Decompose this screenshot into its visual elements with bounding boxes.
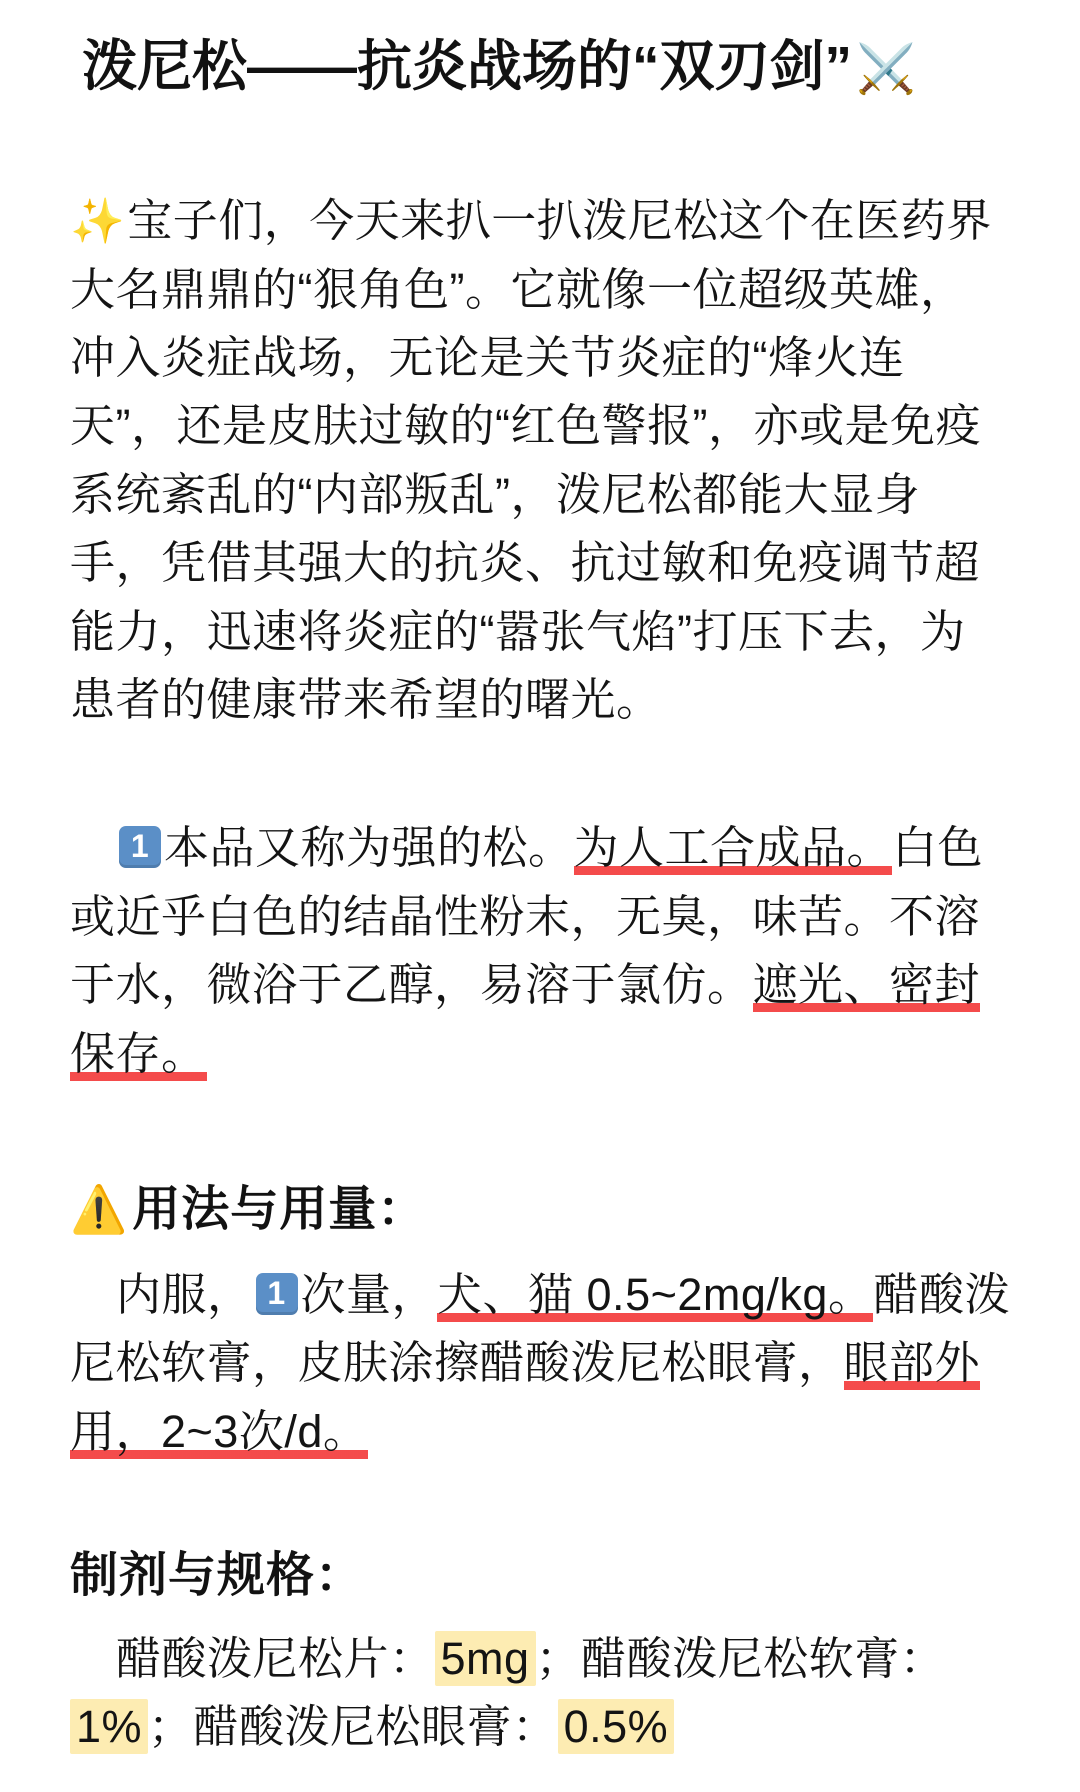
spec-highlight-1: 5mg <box>435 1631 536 1686</box>
page-title <box>82 32 1010 101</box>
item-one-segment-3: 白色或近乎白色的结晶性粉末，无臭，味苦。不溶于水，微浴于乙醇，易溶于氯仿。 <box>70 822 984 1011</box>
number-one-badge-icon: 1 <box>256 1273 298 1315</box>
spec-paragraph <box>70 1625 1010 1762</box>
usage-paragraph <box>70 1261 1010 1466</box>
usage-segment-1: 内服， <box>116 1268 253 1320</box>
spec-segment-2: ；醋酸泼尼松软膏： <box>535 1633 946 1685</box>
number-one-badge-icon: 1 <box>119 826 161 868</box>
spec-heading: 制剂与规格： <box>70 1549 365 1603</box>
item-one-underlined-1: 为人工合成品。 <box>573 822 893 874</box>
spec-highlight-2: 1% <box>70 1699 148 1754</box>
sparkles-icon: ✨ <box>70 196 126 246</box>
spec-segment-3: ；醋酸泼尼松眼膏： <box>148 1701 558 1753</box>
warning-icon: ⚠️ <box>70 1182 129 1235</box>
intro-paragraph-text: 宝子们，今天来扒一扒泼尼松这个在医药界大名鼎鼎的“狠角色”。它就像一位超级英雄，冲入炎症战场，无论是关节炎症的“烽火连天”，还是皮肤过敏的“红色警报”，亦或是免疫系统紊乱的“内部叛乱”，泼尼松都能大显身手，凭借其强大的抗炎、抗过敏和免疫调节超能力，迅速将炎症的“嚣张气焰”打压下去，为患者的健康带来希望的曙光。 <box>70 194 992 725</box>
usage-segment-4: 醋酸泼尼松软膏，皮肤涂擦醋酸泼尼松眼膏， <box>70 1268 1010 1389</box>
item-one-underlined-2: 遮光、密封保存。 <box>70 959 981 1079</box>
item-one-segment-1: 本品又称为强的松。 <box>164 822 574 874</box>
usage-segment-2: 次量， <box>300 1268 438 1320</box>
intro-paragraph <box>70 187 1010 735</box>
usage-underlined-1: 犬、猫 0.5~2mg/kg。 <box>437 1268 874 1320</box>
crossed-swords-icon: ⚔️ <box>856 43 916 96</box>
spec-highlight-3: 0.5% <box>558 1699 675 1754</box>
spec-segment-1: 醋酸泼尼松片： <box>116 1633 435 1685</box>
usage-heading <box>70 1170 1010 1239</box>
usage-underlined-2: 眼部外用，2~3次/d。 <box>70 1337 981 1457</box>
item-one-paragraph <box>70 814 1010 1088</box>
usage-heading-text: 用法与用量： <box>132 1182 427 1236</box>
page-title-text: 泼尼松——抗炎战场的“双刃剑” <box>82 35 853 97</box>
